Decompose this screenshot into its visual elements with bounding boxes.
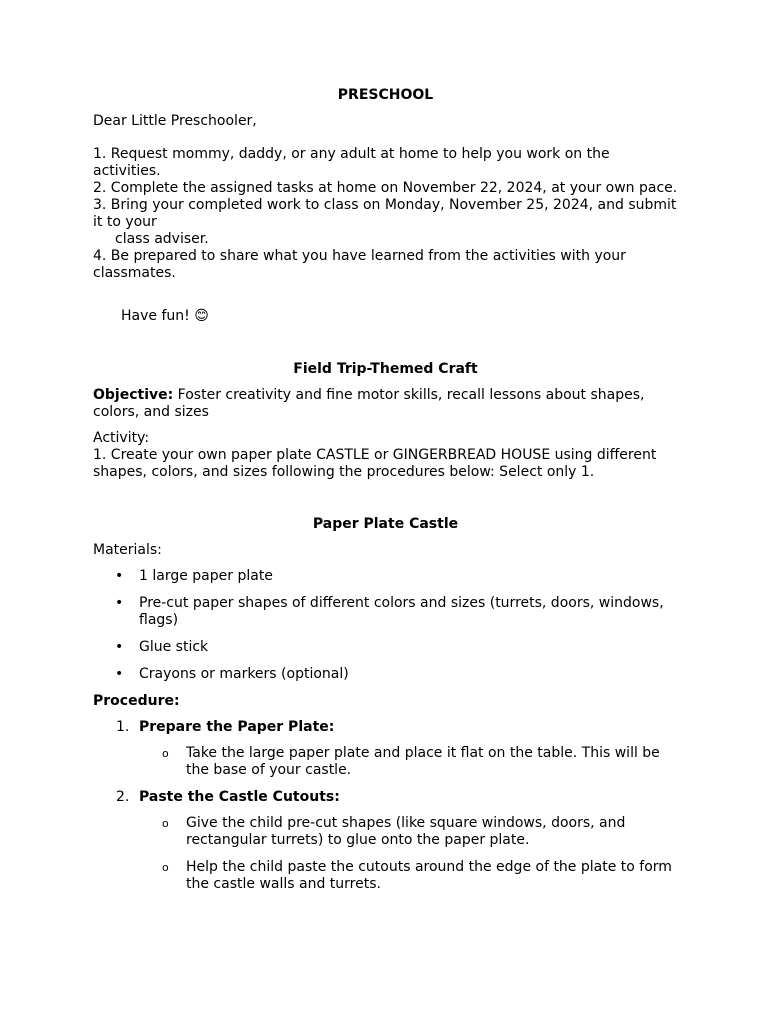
craft-title: Field Trip-Themed Craft [293, 361, 478, 377]
step-number: 2. [116, 789, 130, 805]
step-detail-text: Help the child paste the cutouts around the edge of the plate to form the castle walls and turrets. [186, 859, 672, 892]
circle-bullet-icon: o [162, 817, 169, 830]
material-text: 1 large paper plate [139, 568, 273, 584]
procedure-step [93, 719, 678, 736]
activity-label: Activity: [93, 430, 150, 446]
step-detail-text: Give the child pre-cut shapes (like square windows, doors, and rectangular turrets) to glue onto the paper plate. [186, 815, 626, 848]
circle-bullet-icon: o [162, 861, 169, 874]
letter-greeting: Dear Little Preschooler, [93, 113, 257, 129]
instruction-item-continuation: class adviser. [115, 231, 209, 247]
list-item [93, 568, 678, 585]
list-item [93, 639, 678, 656]
list-item [93, 595, 678, 629]
material-text: Pre-cut paper shapes of different colors and sizes (turrets, doors, windows, flags) [139, 595, 664, 628]
bullet-icon: • [115, 639, 124, 655]
objective-label: Objective: [93, 387, 174, 403]
objective [93, 387, 678, 421]
step-title: Prepare the Paper Plate: [139, 719, 335, 735]
step-number: 1. [116, 719, 130, 735]
page-title: PRESCHOOL [337, 87, 434, 103]
step-detail [93, 745, 678, 779]
instruction-list [93, 146, 678, 282]
castle-title: Paper Plate Castle [312, 516, 459, 532]
procedure-label: Procedure: [93, 693, 180, 709]
procedure-step [93, 789, 678, 806]
bullet-icon: • [115, 568, 124, 584]
instruction-item: 3. Bring your completed work to class on Monday, November 25, 2024, and submit it to your [93, 197, 677, 230]
materials-label: Materials: [93, 542, 162, 558]
closing-message: Have fun! 😊 [121, 308, 209, 324]
activity-text: 1. Create your own paper plate CASTLE or GINGERBREAD HOUSE using different shapes, colors, and sizes following the procedures below: Select only 1. [93, 447, 657, 480]
material-text: Glue stick [139, 639, 209, 655]
instruction-item: 2. Complete the assigned tasks at home on November 22, 2024, at your own pace. [93, 180, 678, 196]
instruction-item: 4. Be prepared to share what you have learned from the activities with your classmates. [93, 248, 626, 281]
procedure-list [93, 719, 678, 893]
instruction-item: 1. Request mommy, daddy, or any adult at home to help you work on the activities. [93, 146, 610, 179]
material-text: Crayons or markers (optional) [139, 666, 349, 682]
step-detail-text: Take the large paper plate and place it flat on the table. This will be the base of your castle. [186, 745, 660, 778]
bullet-icon: • [115, 666, 124, 682]
circle-bullet-icon: o [162, 747, 169, 760]
step-detail [93, 859, 678, 893]
step-detail [93, 815, 678, 849]
step-title: Paste the Castle Cutouts: [139, 789, 340, 805]
document-page [93, 87, 678, 903]
materials-list [93, 568, 678, 683]
list-item [93, 666, 678, 683]
objective-text: Foster creativity and fine motor skills, recall lessons about shapes, colors, and sizes [93, 387, 645, 420]
bullet-icon: • [115, 595, 124, 611]
